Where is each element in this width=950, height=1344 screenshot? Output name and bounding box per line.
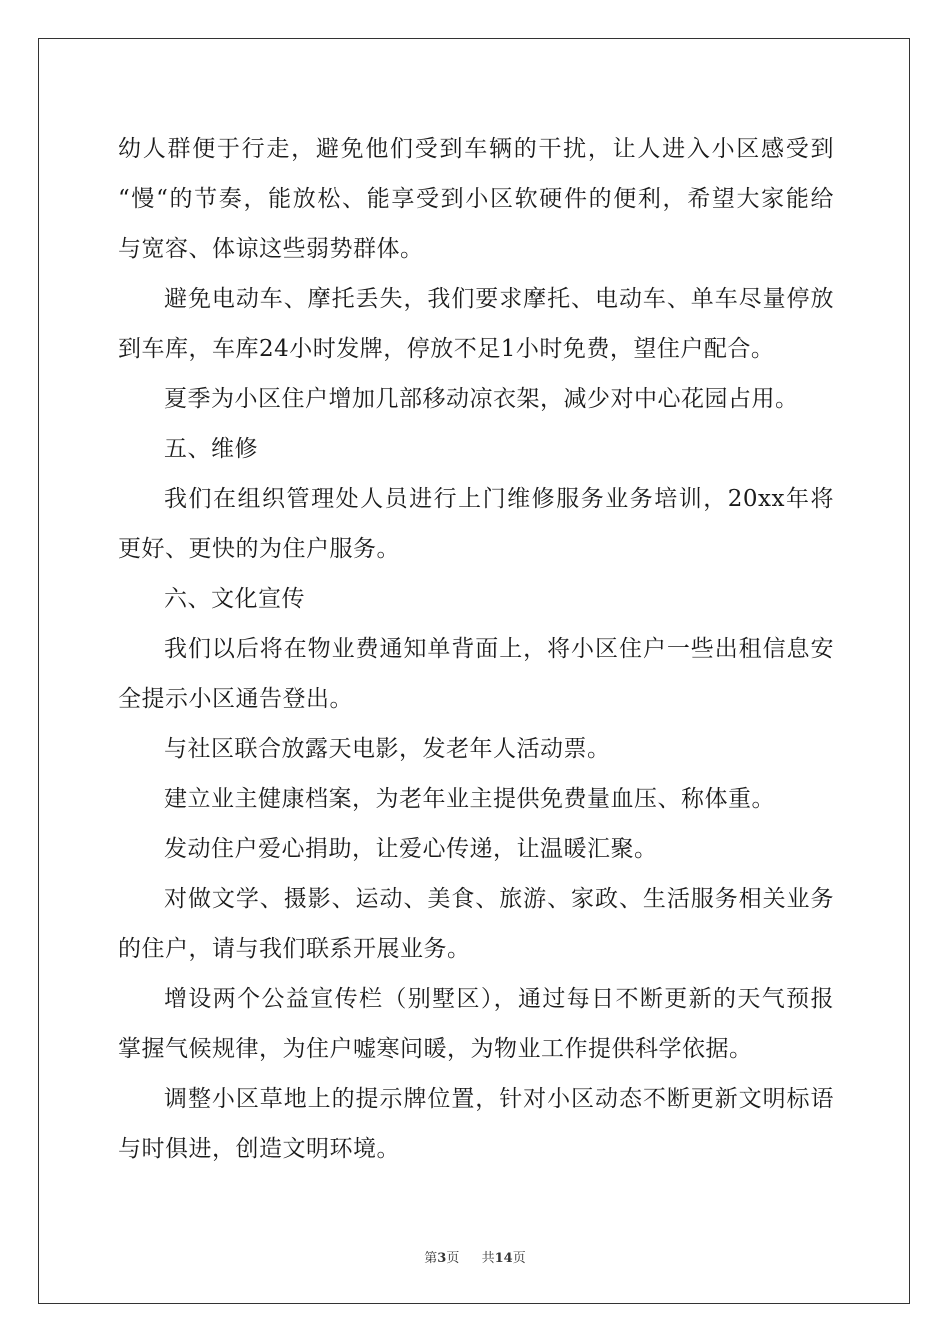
text-line: 我们在组织管理处人员进行上门维修服务业务培训，20xx年将 (164, 486, 834, 512)
text-line: 与时俱进，创造文明环境。 (118, 1136, 400, 1162)
text-line: 与社区联合放露天电影，发老年人活动票。 (164, 736, 611, 762)
text-line: 对做文学、摄影、运动、美食、旅游、家政、生活服务相关业务 (164, 886, 834, 912)
text-line: 避免电动车、摩托丢失，我们要求摩托、电动车、单车尽量停放 (164, 286, 834, 312)
text-line: 发动住户爱心捐助，让爱心传递，让温暖汇聚。 (164, 836, 658, 862)
page-number (424, 1247, 459, 1266)
total-pages: 14 (494, 1251, 513, 1266)
text-line: 全提示小区通告登出。 (118, 686, 353, 712)
total-suffix: 页 (512, 1251, 526, 1266)
text-line: 调整小区草地上的提示牌位置，针对小区动态不断更新文明标语 (164, 1086, 834, 1112)
document-body (118, 124, 834, 1174)
text-line: 与宽容、体谅这些弱势群体。 (118, 236, 424, 262)
section-heading: 五、维修 (164, 436, 258, 462)
section-heading: 六、文化宣传 (164, 586, 305, 612)
page-suffix: 页 (446, 1251, 460, 1266)
total-prefix: 共 (481, 1251, 495, 1266)
text-line: 建立业主健康档案，为老年业主提供免费量血压、称体重。 (164, 786, 775, 812)
text-line: 我们以后将在物业费通知单背面上，将小区住户一些出租信息安 (164, 636, 834, 662)
current-page: 3 (437, 1251, 447, 1266)
text-line: 的住户，请与我们联系开展业务。 (118, 936, 471, 962)
text-line: 掌握气候规律，为住户嘘寒问暖，为物业工作提供科学依据。 (118, 1036, 753, 1062)
text-line: “慢“的节奏，能放松、能享受到小区软硬件的便利，希望大家能给 (118, 186, 834, 212)
page-footer (0, 1247, 950, 1266)
page-prefix: 第 (424, 1251, 438, 1266)
text-line: 夏季为小区住户增加几部移动凉衣架，减少对中心花园占用。 (164, 386, 799, 412)
text-line: 更好、更快的为住户服务。 (118, 536, 400, 562)
text-line: 幼人群便于行走，避免他们受到车辆的干扰，让人进入小区感受到 (118, 136, 834, 162)
page-total (482, 1247, 526, 1266)
text-line: 到车库，车库24小时发牌，停放不足1小时免费，望住户配合。 (118, 336, 775, 362)
text-line: 增设两个公益宣传栏（别墅区），通过每日不断更新的天气预报 (164, 986, 834, 1012)
